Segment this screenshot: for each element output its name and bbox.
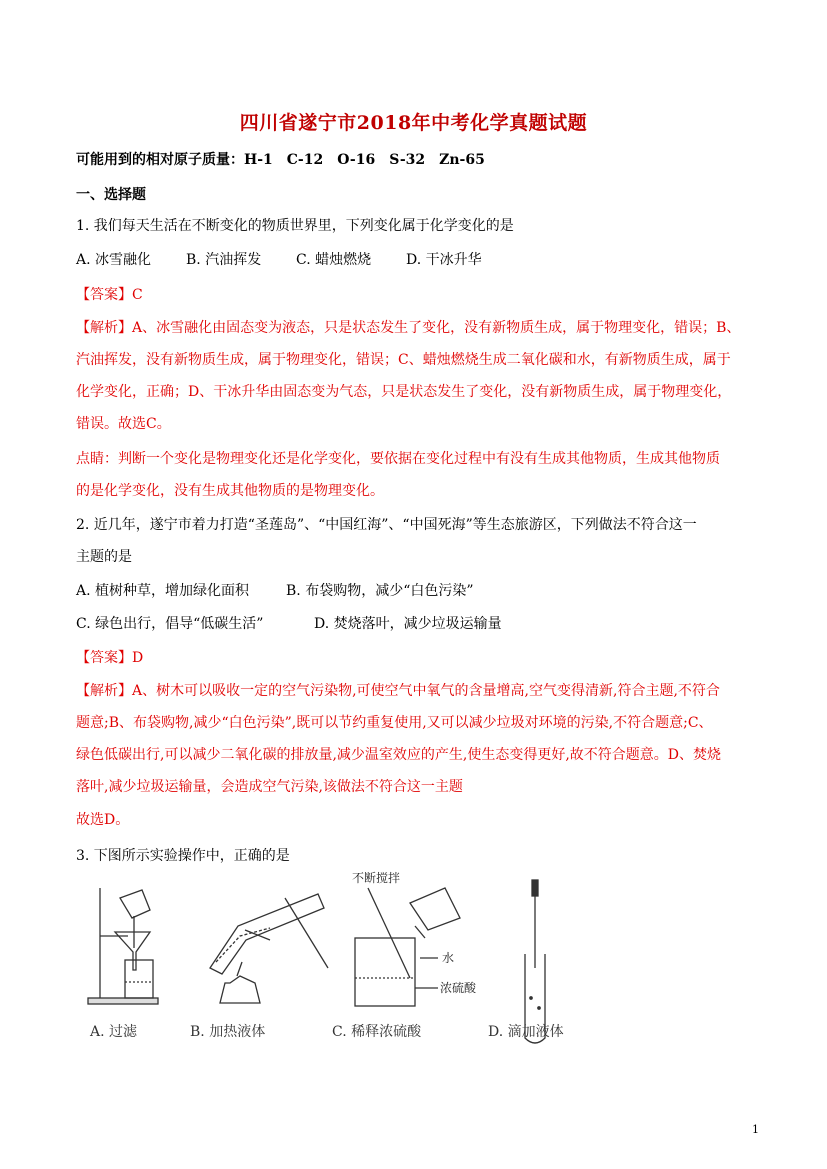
filtration-diagram (88, 888, 158, 1004)
q1-tip-line: 点睛：判断一个变化是物理变化还是化学变化，要依据在变化过程中有没有生成其他物质，生成其他物质 (76, 451, 720, 467)
q1-answer: 【答案】C (76, 287, 143, 303)
q2-analysis-line: 落叶,减少垃圾运输量，会造成空气污染,该做法不符合这一主题 (76, 779, 463, 795)
q1-option-d: D. 干冰升华 (406, 252, 482, 268)
page-title: 四川省遂宁市2018年中考化学真题试题 (239, 112, 588, 134)
caption-c: C. 稀释浓硫酸 (332, 1024, 422, 1040)
q2-analysis-line: 故选D。 (76, 812, 130, 828)
q2-options-row (76, 614, 502, 634)
page-number: 1 (752, 1123, 759, 1136)
q2-option-c: C. 绿色出行，倡导“低碳生活” (76, 616, 264, 632)
q2-answer: 【答案】D (76, 650, 144, 666)
q2-option-a: A. 植树种草，增加绿化面积 (76, 583, 250, 599)
q1-stem: 1. 我们每天生活在不断变化的物质世界里，下列变化属于化学变化的是 (76, 218, 514, 234)
caption-a: A. 过滤 (90, 1024, 138, 1040)
q2-stem-line: 主题的是 (76, 549, 132, 565)
q2-option-b: B. 布袋购物，减少“白色污染” (286, 583, 474, 599)
q3-stem: 3. 下图所示实验操作中，正确的是 (76, 848, 290, 864)
q1-options (76, 250, 482, 270)
q1-tip-line: 的是化学变化，没有生成其他物质的是物理变化。 (76, 483, 384, 499)
q2-analysis-line: 绿色低碳出行,可以减少二氧化碳的排放量,减少温室效应的产生,使生态变得更好,故不符合题意。D、焚烧 (76, 747, 722, 763)
lab-operations-figure (70, 858, 590, 1048)
q1-option-b: B. 汽油挥发 (186, 252, 262, 268)
q2-stem-line: 2. 近几年，遂宁市着力打造“圣莲岛”、“中国红海”、“中国死海”等生态旅游区，下列做法不符合这一 (76, 517, 697, 533)
atomic-masses-line: 可能用到的相对原子质量：H-1 C-12 O-16 S-32 Zn-65 (76, 152, 485, 168)
heating-liquid-diagram (210, 894, 328, 1003)
q2-analysis-line: 题意;B、布袋购物,减少“白色污染”,既可以节约重复使用,又可以减少垃圾对环境的污染,不符合题意;C、 (76, 715, 713, 731)
q1-analysis-line: 【解析】A、冰雪融化由固态变为液态，只是状态发生了变化，没有新物质生成，属于物理变化，错误；B、 (76, 320, 741, 336)
q1-option-a: A. 冰雪融化 (76, 252, 152, 268)
dropper-diagram (525, 880, 545, 1043)
caption-b: B. 加热液体 (190, 1024, 266, 1040)
q1-analysis-line: 错误。故选C。 (76, 416, 171, 432)
q1-analysis-line: 化学变化，正确；D、干冰升华由固态变为气态，只是状态发生了变化，没有新物质生成，属于物理变化， (76, 384, 732, 400)
section-heading: 一、选择题 (76, 187, 146, 203)
q2-analysis-line: 【解析】A、树木可以吸收一定的空气污染物,可使空气中氧气的含量增高,空气变得清新,符合主题,不符合 (76, 683, 720, 699)
water-label: 水 (442, 951, 455, 965)
q1-option-c: C. 蜡烛燃烧 (296, 252, 372, 268)
q1-analysis-line: 汽油挥发，没有新物质生成，属于物理变化，错误；C、蜡烛燃烧生成二氧化碳和水，有新物质生成，属于 (76, 352, 731, 368)
q2-option-d: D. 焚烧落叶，减少垃圾运输量 (314, 616, 502, 632)
stir-label: 不断搅拌 (352, 871, 401, 885)
caption-d: D. 滴加液体 (488, 1024, 564, 1040)
acid-label: 浓硫酸 (440, 981, 477, 995)
q2-options-row (76, 581, 474, 601)
